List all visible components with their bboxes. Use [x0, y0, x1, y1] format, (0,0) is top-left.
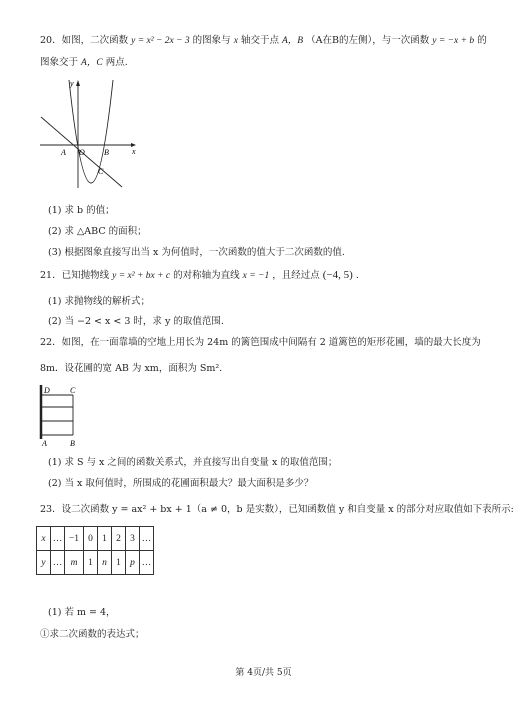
table-row [37, 527, 154, 551]
q20-sub2: (2) 求 △ABC 的面积； [48, 226, 147, 237]
table-cell: m [65, 551, 84, 575]
page-footer: 第 4页/共 5页 [235, 668, 292, 678]
table-cell: n [98, 551, 112, 575]
y-axis-arrow [76, 80, 80, 86]
table-cell: 2 [112, 527, 126, 551]
table-cell: 1 [98, 527, 112, 551]
q20-text-line2b: 两点. [105, 57, 128, 68]
graph-label-y: y [70, 79, 74, 88]
table-cell: 0 [84, 527, 98, 551]
q20-var-x: x [233, 36, 238, 46]
fig-label-d: D [44, 386, 50, 395]
q20-text-d: 的 [477, 35, 487, 46]
table-cell: 3 [126, 527, 140, 551]
q22-sub1: (1) 求 S 与 x 之间的函数关系式，并直接写出自变量 x 的取值范围； [48, 457, 338, 468]
q21-point: (−4, 5) [322, 269, 353, 281]
q20-text-line2: 图象交于 [40, 57, 79, 68]
table-cell: x [37, 527, 51, 551]
q21-text-c: ，且经过点 [272, 270, 320, 281]
q20-text-a: 20．如图，二次函数 [40, 35, 129, 46]
q21-sub1: (1) 求抛物线的解析式； [48, 296, 150, 307]
q20-equation-1: y = x² − 2x − 3 [131, 36, 190, 46]
table-cell: … [140, 551, 154, 575]
table-cell: 1 [112, 551, 126, 575]
q22-fence-figure [36, 383, 86, 449]
q23-sub2: ①求二次函数的表达式； [40, 629, 145, 640]
q21-line1 [40, 268, 359, 283]
fig-label-a: A [42, 439, 47, 448]
q20-sub1: (1) 求 b 的值； [48, 205, 115, 216]
q20-points-ab: A，B [281, 36, 304, 46]
table-cell: … [140, 527, 154, 551]
table-cell: … [51, 551, 65, 575]
q21-equation-2: x = −1 [242, 271, 270, 281]
q20-line2 [40, 56, 128, 70]
table-cell: y [37, 551, 51, 575]
q20-text-paren: （A在B的左侧），与一次函数 [306, 35, 430, 46]
table-cell: −1 [65, 527, 84, 551]
fig-label-b: B [70, 439, 75, 448]
q21-text-b: 的对称轴为直线 [173, 270, 240, 281]
q20-points-ac: A，C [81, 58, 103, 68]
q23-value-table [36, 526, 154, 575]
q20-line1 [40, 34, 487, 48]
q21-text-a: 21．已知抛物线 [40, 270, 110, 281]
table-cell: 1 [84, 551, 98, 575]
graph-label-c: C [98, 167, 104, 176]
q22-line1: 22．如图，在一面靠墙的空地上用长为 24m 的篱笆围成中间隔有 2 道篱笆的矩形花圃，墙的最大长度为 [40, 337, 481, 348]
q22-line2: 8m．设花圃的宽 AB 为 xm，面积为 Sm². [40, 363, 223, 374]
q23-line1: 23．设二次函数 y = ax² + bx + 1（a ≠ 0，b 是实数），已知函数值 y 和自变量 x 的部分对应取值如下表所示: [40, 504, 514, 515]
q21-sub2: (2) 当 −2 < x < 3 时，求 y 的取值范围. [48, 316, 224, 327]
q23-sub1: (1) 若 m = 4， [48, 607, 116, 618]
q20-graph [38, 76, 148, 191]
q21-equation-1: y = x² + bx + c [112, 271, 171, 281]
q20-equation-2: y = −x + b [432, 36, 475, 46]
fig-label-c: C [70, 386, 76, 395]
graph-label-b: B [104, 148, 109, 157]
q20-text-c: 轴交于点 [240, 35, 279, 46]
q20-sub3: (3) 根据图象直接写出当 x 为何值时，一次函数的值大于二次函数的值. [48, 247, 345, 258]
table-cell: … [51, 527, 65, 551]
table-row [37, 551, 154, 575]
graph-label-o: O [79, 148, 85, 157]
parabola-curve [69, 80, 113, 183]
table-cell: p [126, 551, 140, 575]
q21-text-d: . [355, 270, 359, 281]
q22-sub2: (2) 当 x 取何值时，所围成的花圃面积最大？最大面积是多少？ [48, 478, 314, 489]
graph-label-x: x [132, 147, 136, 156]
q20-text-b: 的图象与 [192, 35, 231, 46]
graph-label-a: A [61, 148, 66, 157]
